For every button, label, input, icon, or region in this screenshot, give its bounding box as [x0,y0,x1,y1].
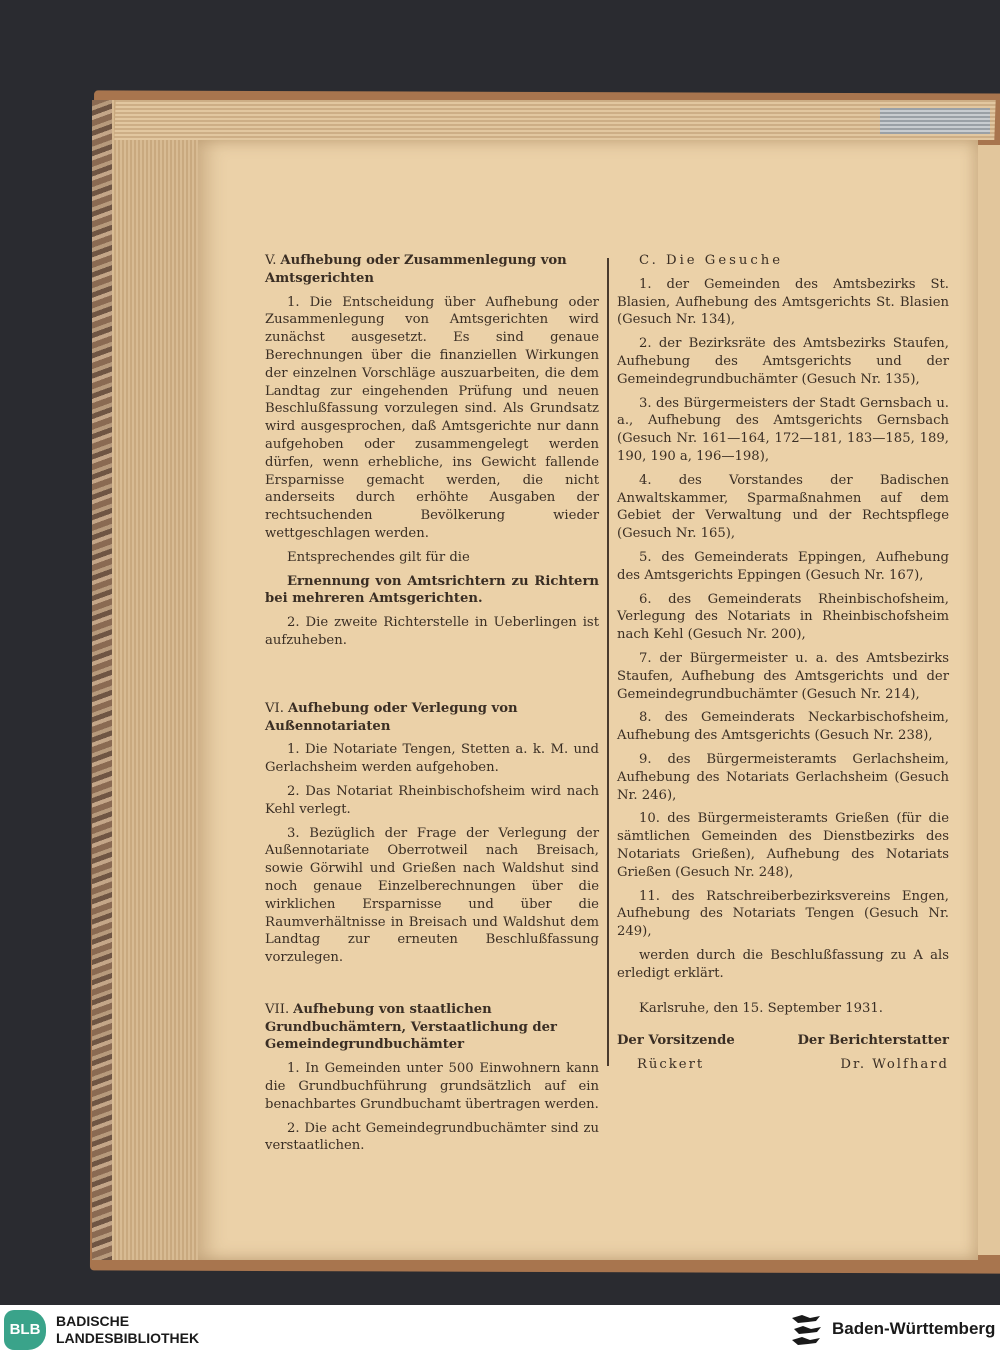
chair-name: Rückert [637,1057,705,1073]
petition-item: 10. des Bürgermeisteramts Grießen (für die sämtlichen Gemeinden des Dienstbezirks des Notariats Grießen), Aufhebung des Notariats Grießen (Gesuch Nr. 248), [617,811,949,880]
top-page-edge [114,100,995,140]
section-7-paragraph-2: 2. Die acht Gemeindegrundbuchämter sind zu verstaatlichen. [265,1120,599,1154]
closing-sentence: werden durch die Beschlußfassung zu A als erledigt erklärt. [617,947,949,981]
petition-item: 9. des Bürgermeisteramts Gerlachsheim, Aufhebung des Notariats Gerlachsheim (Gesuch Nr. 246), [617,751,949,803]
section-6-paragraph-2: 2. Das Notariat Rheinbischofsheim wird nach Kehl verlegt. [265,783,599,817]
petition-item: 4. des Vorstandes der Badischen Anwaltskammer, Sparmaßnahmen auf dem Gebiet der Verwaltung und der Rechtspflege (Gesuch Nr. 165), [617,472,949,542]
page-stack [112,100,212,1260]
reporter-label: Der Berichterstatter [797,1033,949,1049]
place-date: Karlsruhe, den 15. September 1931. [639,1001,883,1017]
section-6-paragraph-3: 3. Bezüglich der Frage der Verlegung der Außennotariate Oberrotweil nach Breisach, sowie Görwihl und Grießen nach Waldshut sind noch genaue Einzelberechnungen über die wirklichen Ersparnisse und über die Raumverhältnisse in Breisach und Waldshut dem Landtag zur erneuten Beschlußfassung vorzulegen. [265,825,599,966]
column-divider [607,258,609,1066]
marbled-edge [92,100,114,1260]
petition-item: 6. des Gemeinderats Rheinbischofsheim, Verlegung des Notariats in Rheinbischofsheim nach Kehl (Gesuch Nr. 200), [617,591,949,643]
chair-label: Der Vorsitzende [617,1033,735,1049]
section-5-paragraph-2: Entsprechendes gilt für die [287,549,470,565]
section-7-paragraph-1: 1. In Gemeinden unter 500 Einwohnern kann die Grundbuchführung grundsätzlich auf ein benachbartes Grundbuchamt übertragen werden. [265,1061,599,1112]
petition-item: 8. des Gemeinderats Neckarbischofsheim, Aufhebung des Amtsgerichts (Gesuch Nr. 238), [617,710,949,744]
section-5-bold-line: Ernennung von Amtsrichtern zu Richtern bei mehreren Amtsgerichten. [265,573,599,607]
section-5-paragraph-1: 1. Die Entscheidung über Aufhebung oder Zusammenlegung von Amtsgerichten wird zunächst ausgesetzt. Es sind genaue Berechnungen über die finanziellen Wirkungen der einzelnen Vorschläge auszuarbeiten, die dem Landtag zur eingehenden Prüfung und neuen Beschlußfassung vorzulegen sind. Als Grundsatz wird ausgesprochen, daß Amtsgerichte nur dann aufgehoben oder zusammengelegt werden dürfen, wenn erhebliche, ins Gewicht fallende Ersparnisse gemacht werden, die nicht anderseits durch erhöhte Ausgaben der rechtsuchenden Bevölkerung wieder wettgeschlagen werden. [265,294,599,541]
section-c-heading: C. Die Gesuche [639,253,784,268]
right-column [617,252,949,1074]
petition-item: 2. der Bezirksräte des Amtsbezirks Staufen, Aufhebung des Amtsgerichts und der Gemeindegrundbuchämter (Gesuch Nr. 135), [617,336,949,387]
section-5-heading: V. Aufhebung oder Zusammenlegung von Amtsgerichten [265,253,567,286]
section-7-heading: VII. Aufhebung von staatlichen Grundbuchämtern, Verstaatlichung der Gemeindegrundbuchämter [265,1001,557,1053]
petition-item: 3. des Bürgermeisters der Stadt Gernsbach u. a., Aufhebung des Amtsgerichts Gernsbach (Gesuch Nr. 161—164, 172—181, 183—185, 189, 190, 190 a, 196—198), [617,395,949,464]
blb-name[interactable]: BADISCHE LANDESBIBLIOTHEK [56,1313,200,1346]
facing-page-edge [978,145,1000,1255]
petition-item: 11. des Ratschreiberbezirksvereins Engen, Aufhebung des Notariats Tengen (Gesuch Nr. 249), [617,888,949,940]
bw-label[interactable]: Baden-Württemberg [832,1319,996,1338]
left-column [265,252,599,1161]
reporter-name: Dr. Wolfhard [840,1057,949,1073]
petition-item: 1. der Gemeinden des Amtsbezirks St. Blasien, Aufhebung des Amtsgerichts St. Blasien (Gesuch Nr. 134), [617,276,949,328]
signature-labels [617,1032,949,1050]
section-5-paragraph-3: 2. Die zweite Richterstelle in Ueberlingen ist aufzuheben. [265,615,599,648]
petition-item: 5. des Gemeinderats Eppingen, Aufhebung des Amtsgerichts Eppingen (Gesuch Nr. 167), [617,549,949,583]
lions-crest-icon [790,1312,824,1348]
section-6-paragraph-1: 1. Die Notariate Tengen, Stetten a. k. M. und Gerlachsheim werden aufgehoben. [265,742,599,776]
petition-item: 7. der Bürgermeister u. a. des Amtsbezirks Staufen, Aufhebung des Amtsgerichts und der Gemeindegrundbuchämter (Gesuch Nr. 214), [617,650,949,702]
footer-bar [0,1305,1000,1355]
section-6-heading: VI. Aufhebung oder Verlegung von Außennotariaten [265,700,518,734]
bookmark-ribbon [880,108,990,134]
blb-logo-icon[interactable]: BLB [4,1310,46,1350]
signature-names [617,1056,949,1074]
